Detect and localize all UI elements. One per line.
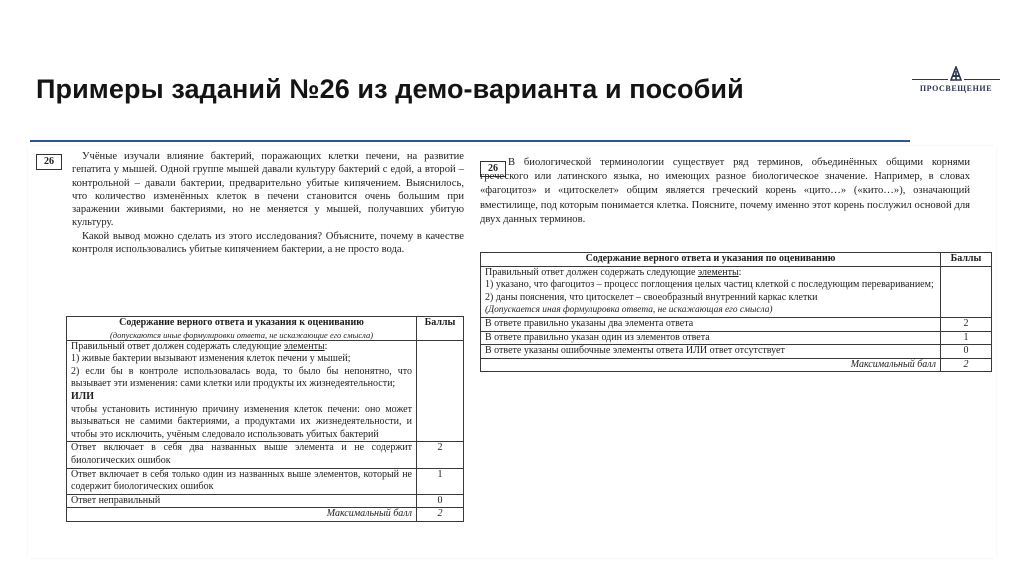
right-table-header-points: Баллы	[941, 253, 992, 267]
right-answer-intro-suffix: :	[738, 266, 742, 278]
left-answer-intro-underlined: элементы	[283, 340, 325, 352]
right-table-score-row	[481, 331, 992, 345]
right-table-max-row	[481, 358, 992, 372]
right-table-score-row	[481, 317, 992, 331]
right-answer-item-1: 1) указано, что фагоцитоз – процесс поглощения целых частиц клеткой с последующим перевариванием;	[485, 279, 934, 291]
right-table-answer-row	[481, 266, 992, 317]
left-score-row-2-text: Ответ неправильный	[67, 494, 417, 508]
left-task-question	[72, 150, 464, 256]
right-table-header-main: Содержание верного ответа и указания по оцениванию	[481, 253, 941, 267]
publisher-logo	[908, 66, 1004, 106]
left-table-header-main	[67, 317, 417, 341]
left-table-header-row	[67, 317, 464, 341]
logo-line-right	[964, 79, 1000, 80]
left-score-row-1-points: 1	[417, 468, 464, 494]
right-score-row-1-points: 1	[941, 331, 992, 345]
right-grading-table	[480, 252, 992, 372]
left-score-row-1-text: Ответ включает в себя только один из названных выше элементов, который не содержит биологических ошибок	[67, 468, 417, 494]
left-score-row-2-points: 0	[417, 494, 464, 508]
left-table-header-points: Баллы	[417, 317, 464, 341]
left-table-answer-points-empty	[417, 340, 464, 442]
right-max-label: Максимальный балл	[481, 358, 941, 372]
left-answer-intro	[71, 341, 412, 354]
left-task-paragraph-2: Какой вывод можно сделать из этого исследования? Объясните, почему в качестве контроля использовались убитые кипячением бактерии, а не просто вода.	[72, 230, 464, 256]
logo-text: ПРОСВЕЩЕНИЕ	[919, 84, 993, 93]
right-score-row-0-points: 2	[941, 317, 992, 331]
right-score-row-1-text: В ответе правильно указан один из элементов ответа	[481, 331, 941, 345]
right-answer-item-2: 2) даны пояснения, что цитоскелет – своеобразный внутренний каркас клетки	[485, 291, 818, 303]
left-table-score-row	[67, 442, 464, 468]
left-answer-or: ИЛИ	[71, 390, 95, 402]
right-task-number: 26	[480, 161, 506, 177]
right-answer-intro	[485, 267, 936, 280]
left-table-score-row	[67, 494, 464, 508]
left-max-value: 2	[417, 508, 464, 522]
right-score-row-2-points: 0	[941, 345, 992, 359]
right-answer-intro-underlined: элементы	[697, 266, 739, 278]
left-table-header-title: Содержание верного ответа и указания к оцениванию	[119, 317, 364, 328]
left-answer-item-3: чтобы установить истинную причину изменения клеток печени: оно может вызываться не самими бактериями, а продуктами их жизнедеятельности, и чтобы это исключить, учёным следовало использовать убитых бактерий	[71, 403, 412, 440]
right-table-answer-cell	[481, 266, 941, 317]
left-answer-item-1: 1) живые бактерии вызывают изменения клеток печени у мышей;	[71, 353, 351, 365]
right-table-answer-points-empty	[941, 266, 992, 317]
right-table-header-row	[481, 253, 992, 267]
logo-emblem-icon	[949, 66, 963, 82]
left-table-max-row	[67, 508, 464, 522]
title-underline	[30, 140, 910, 142]
right-answer-note: (Допускается иная формулировка ответа, не искажающая его смысла)	[485, 305, 773, 316]
left-task-paragraph-1: Учёные изучали влияние бактерий, поражающих клетки печени, на развитие гепатита у мышей. Одной группе мышей давали культуру бактерий с едой, а второй – контрольной – давали бактерии, предварительно убитые кипячением. Выяснилось, что количество изменённых клеток в печени становится очень большим при заражении живыми бактериями, но не меняется у мышей, получавших убитую культуру.	[72, 151, 464, 229]
left-grading-table	[66, 316, 464, 522]
slide-title: Примеры заданий №26 из демо-варианта и пособий	[36, 74, 744, 104]
logo-line-left	[912, 79, 948, 80]
left-score-row-0-points: 2	[417, 442, 464, 468]
left-max-label: Максимальный балл	[67, 508, 417, 522]
right-table-score-row	[481, 345, 992, 359]
left-answer-intro-prefix: Правильный ответ должен содержать следующие	[71, 340, 284, 352]
left-table-header-sub: (допускаются иные формулировки ответа, не искажающие его смысла)	[109, 329, 374, 340]
left-table-answer-row	[67, 340, 464, 442]
left-answer-intro-suffix: :	[324, 340, 328, 352]
right-max-value: 2	[941, 358, 992, 372]
left-task-number: 26	[36, 154, 62, 170]
left-score-row-0-text: Ответ включает в себя два названных выше элемента и не содержит биологических ошибок	[67, 442, 417, 468]
left-table-score-row	[67, 468, 464, 494]
left-table-answer-cell	[67, 340, 417, 442]
left-answer-item-2: 2) если бы в контроле использовалась вода, то было бы непонятно, что вызывает эти изменения: сами клетки или продукты их жизнедеятельности;	[71, 365, 412, 390]
right-answer-intro-prefix: Правильный ответ должен содержать следующие	[485, 266, 698, 278]
right-score-row-0-text: В ответе правильно указаны два элемента ответа	[481, 317, 941, 331]
right-score-row-2-text: В ответе указаны ошибочные элементы ответа ИЛИ ответ отсутствует	[481, 345, 941, 359]
right-task-question: В биологической терминологии существует ряд терминов, объединённых общими корнями греческого или латинского языка, но имеющих разное биологическое значение. Например, в словах «фагоцитоз» и «цитоскелет» общим является греческий корень «цито…» («кито…»), означающий вместилище, под которым понимается клетка. Поясните, почему именно этот корень послужил основой для двух данных терминов.	[480, 157, 970, 225]
